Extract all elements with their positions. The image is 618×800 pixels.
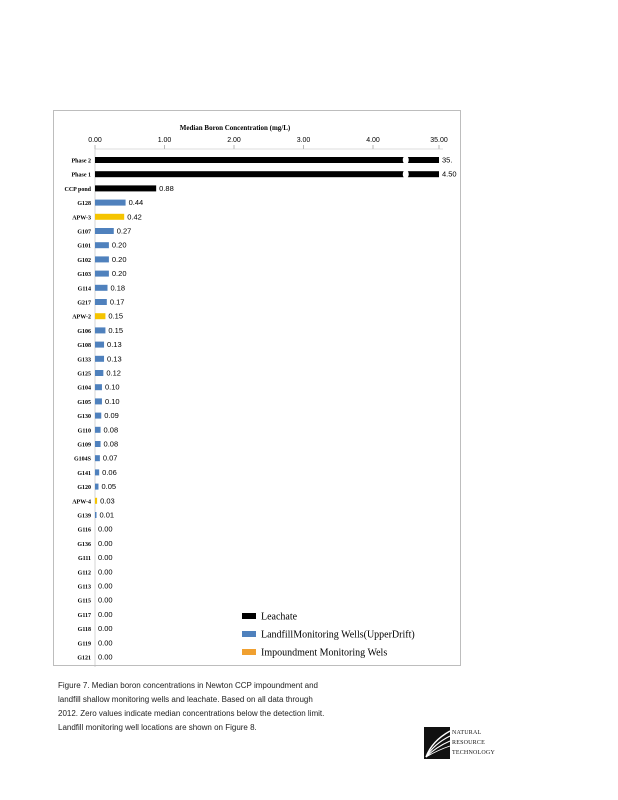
figure-caption (58, 679, 358, 735)
x-tick-label: 0.00 (88, 137, 102, 144)
value-label: 0.00 (98, 567, 113, 577)
bar (95, 327, 105, 333)
category-label: G113 (77, 584, 91, 591)
value-label: 0.13 (107, 340, 122, 350)
bar (95, 384, 102, 390)
category-label: G217 (77, 300, 91, 307)
category-label: G128 (77, 201, 91, 208)
caption-line-2: landfill shallow monitoring wells and leachate. Based on all data through (58, 695, 313, 704)
bar (95, 271, 109, 277)
value-label: 0.08 (103, 425, 119, 435)
caption-line-3: 2012. Zero values indicate median concentrations below the detection limit. (58, 709, 325, 718)
category-label: G120 (77, 485, 91, 492)
x-tick-label: 35.00 (430, 137, 448, 144)
bar (95, 256, 109, 262)
bar (95, 171, 439, 177)
value-label: 0.05 (101, 482, 117, 492)
bar (95, 498, 97, 504)
category-label: G105 (77, 399, 91, 406)
value-label: 0.10 (104, 396, 120, 406)
value-label: 0.18 (110, 283, 126, 293)
category-label: G110 (77, 428, 91, 435)
value-label: 0.44 (128, 198, 144, 208)
category-label: G101 (77, 243, 91, 250)
bar (95, 157, 439, 163)
bar (95, 356, 104, 362)
bar (95, 469, 99, 475)
value-label: 0.12 (106, 368, 121, 378)
category-label: G102 (77, 257, 91, 264)
bar (95, 214, 124, 220)
category-label: G130 (77, 414, 91, 421)
value-label: 0.00 (98, 538, 113, 548)
category-label: G104S (73, 456, 91, 463)
boron-bar-chart (54, 111, 462, 667)
logo-line-1: NATURAL (452, 730, 482, 736)
category-label: APW-4 (72, 499, 91, 506)
bar (95, 228, 114, 234)
bar (95, 299, 107, 305)
bar (95, 285, 108, 291)
bar (95, 413, 101, 419)
legend-label: Leachate (261, 611, 298, 623)
value-label: 4.50 (442, 169, 457, 179)
value-label: 0.20 (111, 254, 127, 264)
value-label: 0.27 (116, 226, 132, 236)
value-label: 0.00 (98, 624, 113, 634)
category-label: G125 (77, 371, 91, 378)
value-label: 0.13 (107, 354, 122, 364)
category-label: G118 (77, 627, 91, 634)
category-label: APW-2 (72, 314, 91, 321)
value-label: 0.15 (108, 311, 124, 321)
bar (95, 455, 100, 461)
category-label: G117 (77, 612, 91, 619)
axis-break-mark (403, 156, 409, 164)
category-label: G104 (77, 385, 91, 392)
legend-swatch (242, 613, 256, 619)
category-label: G107 (77, 229, 91, 236)
category-label: G121 (77, 655, 91, 662)
value-label: 0.00 (98, 638, 113, 648)
value-label: 0.15 (108, 325, 124, 335)
logo-swoosh-icon (424, 727, 452, 759)
value-label: 0.00 (98, 652, 113, 662)
logo-line-3: TECHNOLOGY (452, 750, 495, 756)
bar (95, 441, 101, 447)
value-label: 0.00 (98, 524, 113, 534)
value-label: 0.00 (98, 595, 113, 605)
company-logo (424, 727, 504, 761)
value-label: 0.42 (127, 212, 142, 222)
logo-line-2: RESOURCE (452, 740, 485, 746)
bar (95, 370, 103, 376)
category-label: G109 (77, 442, 91, 449)
category-label: G139 (77, 513, 91, 520)
x-tick-label: 2.00 (227, 137, 241, 144)
caption-line-1: Figure 7. Median boron concentrations in Newton CCP impoundment and (58, 681, 318, 690)
value-label: 0.20 (111, 240, 127, 250)
value-label: 0.01 (99, 510, 115, 520)
category-label: Phase 2 (71, 158, 91, 165)
value-label: 0.10 (104, 382, 120, 392)
category-label: CCP pond (64, 186, 91, 193)
value-label: 0.17 (109, 297, 125, 307)
value-label: 0.03 (100, 496, 115, 506)
category-label: G116 (77, 527, 91, 534)
caption-line-4: Landfill monitoring well locations are shown on Figure 8. (58, 723, 257, 732)
value-label: 0.00 (98, 553, 113, 563)
legend-label: Impoundment Monitoring Wels (261, 647, 388, 659)
bar (95, 313, 105, 319)
value-label: 0.88 (159, 183, 174, 193)
category-label: G106 (77, 328, 91, 335)
chart-frame (53, 110, 461, 666)
legend-swatch (242, 649, 256, 655)
bar (95, 427, 101, 433)
category-label: G136 (77, 541, 91, 548)
value-label: 35. (442, 155, 453, 165)
bar (95, 342, 104, 348)
value-label: 0.00 (98, 581, 113, 591)
x-tick-label: 1.00 (157, 137, 172, 144)
category-label: G133 (77, 357, 91, 364)
legend-label: LandfillMonitoring Wells(UpperDrift) (261, 629, 415, 641)
bar (95, 484, 98, 490)
category-label: G114 (77, 286, 91, 293)
bar (95, 242, 109, 248)
bar (95, 185, 156, 191)
chart-title: Median Boron Concentration (mg/L) (179, 124, 291, 132)
category-label: G111 (77, 556, 91, 563)
value-label: 0.00 (98, 609, 113, 619)
category-label: G115 (77, 598, 91, 605)
x-tick-label: 3.00 (296, 137, 311, 144)
bar (95, 200, 126, 206)
category-label: G108 (77, 343, 91, 350)
value-label: 0.20 (111, 269, 127, 279)
category-label: G119 (77, 641, 91, 648)
axis-break-mark (403, 170, 409, 178)
x-tick-label: 4.00 (366, 137, 380, 144)
value-label: 0.08 (103, 439, 119, 449)
value-label: 0.07 (102, 453, 118, 463)
category-label: G103 (77, 272, 91, 279)
category-label: G112 (77, 570, 91, 577)
logo-text (452, 728, 495, 758)
category-label: APW-3 (72, 215, 91, 222)
bar (95, 512, 97, 518)
bar (95, 398, 102, 404)
value-label: 0.06 (102, 467, 117, 477)
legend-swatch (242, 631, 256, 637)
category-label: G141 (77, 470, 91, 477)
value-label: 0.09 (104, 411, 119, 421)
category-label: Phase 1 (71, 172, 91, 179)
